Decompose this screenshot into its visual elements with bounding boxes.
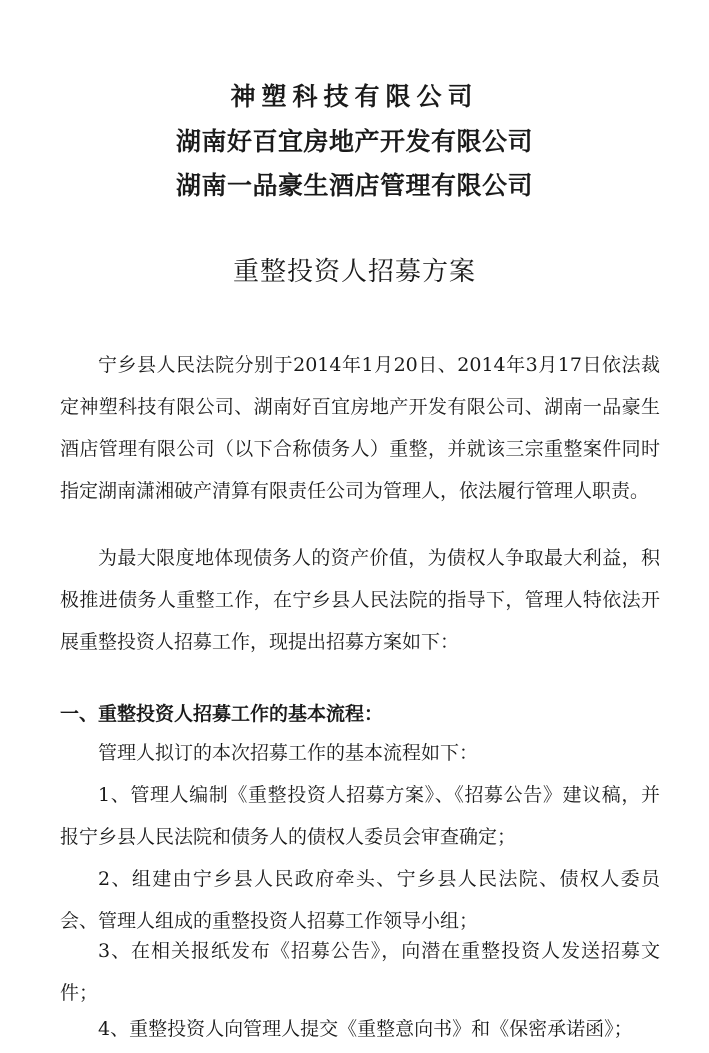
company-name-2: 湖南好百宜房地产开发有限公司 [175, 127, 533, 156]
company-name-3: 湖南一品豪生酒店管理有限公司 [175, 171, 533, 200]
document-title: 重整投资人招募方案 [232, 257, 476, 287]
purpose-paragraph: 为最大限度地体现债务人的资产价值，为债权人争取最大利益，积极推进债务人重整工作，在宁乡县人民法院的指导下，管理人特依法开展重整投资人招募工作，现提出招募方案如下： [60, 547, 660, 653]
section-heading: 一、重整投资人招募工作的基本流程： [60, 703, 384, 725]
step-item-2: 2、组建由宁乡县人民政府牵头、宁乡县人民法院、债权人委员会、管理人组成的重整投资人招募工作领导小组； [60, 868, 660, 932]
step-item-1: 1、管理人编制《重整投资人招募方案》、《招募公告》建议稿，并报宁乡县人民法院和债务人的债权人委员会审查确定； [60, 784, 660, 848]
step-item-4: 4、重整投资人向管理人提交《重整意向书》和《保密承诺函》； [98, 1018, 633, 1040]
section-intro: 管理人拟订的本次招募工作的基本流程如下： [98, 742, 479, 764]
step-item-3: 3、在相关报纸发布《招募公告》，向潜在重整投资人发送招募文件； [60, 940, 660, 1004]
company-name-1: 神塑科技有限公司 [230, 82, 479, 111]
intro-paragraph: 宁乡县人民法院分别于2014年1月20日、2014年3月17日依法裁定神塑科技有限公司、湖南好百宜房地产开发有限公司、湖南一品豪生酒店管理有限公司（以下合称债务人）重整，并就该三宗重整案件同时指定湖南潇湘破产清算有限责任公司为管理人，依法履行管理人职责。 [60, 354, 660, 502]
